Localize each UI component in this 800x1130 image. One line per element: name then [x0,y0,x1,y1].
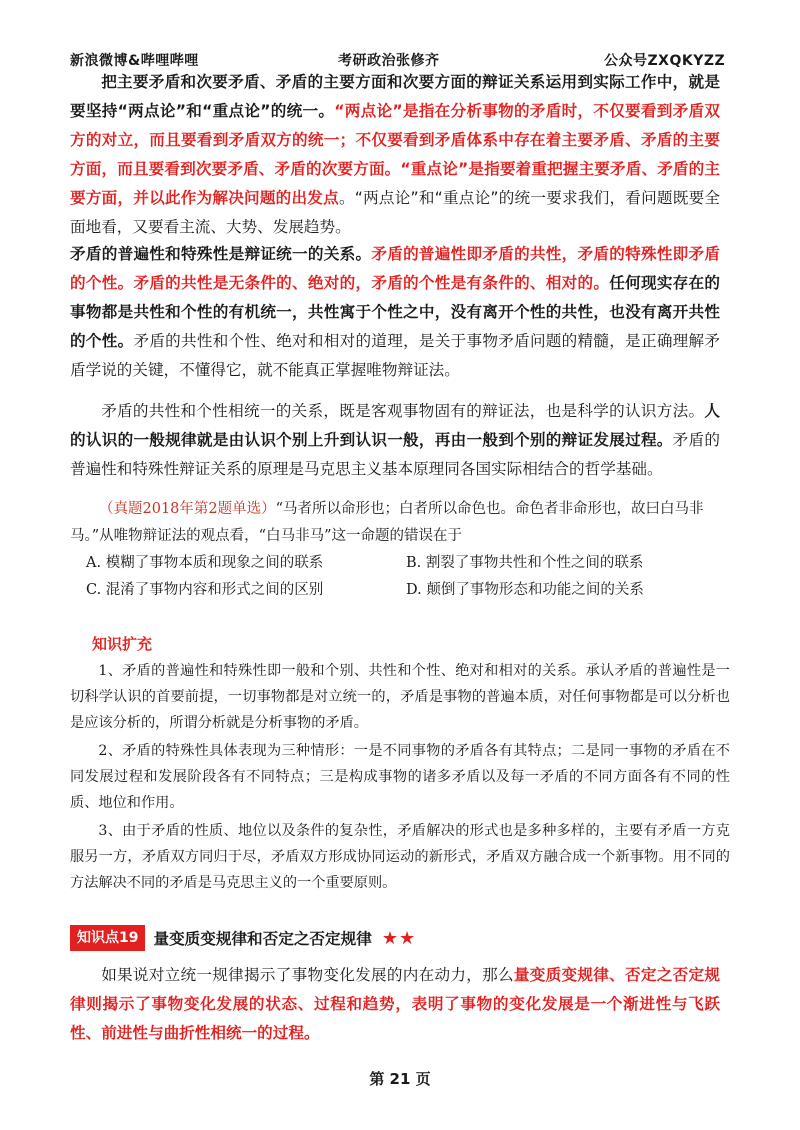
option-b: B. 割裂了事物共性和个性之间的联系 [406,555,644,571]
header-wechat-account: 公众号ZXQKYZZ [604,53,726,69]
header-author: 考研政治张修齐 [338,53,440,69]
option-c: C. 混淆了事物内容和形式之间的区别 [86,582,324,598]
paragraph-universality-particularity [70,240,720,385]
knowledge-point-badge: 知识点19 [70,925,145,951]
knowledge-point-title: 量变质变规律和否定之否定规律 [153,930,372,948]
paragraph-sentence: 矛盾的共性和个性相统一的关系，既是客观事物固有的辩证法，也是科学的认识方法。 [101,402,705,420]
paragraph-sentence: 矛盾的普遍性和特殊性是辩证统一的关系。 [70,245,372,263]
extension-item-1: 1、矛盾的普遍性和特殊性即一般和个别、共性和个性、绝对和相对的关系。承认矛盾的普遍性是一切科学认识的首要前提，一切事物都是对立统一的，矛盾是事物的普遍本质，对任何事物都是可以分析也是应该分析的，所谓分析就是分析事物的矛盾。 [70,663,730,731]
importance-stars-icon: ★★ [381,927,417,949]
exam-source-label: （真题2018年第2题单选） [99,501,276,517]
paragraph-unity-of-commonness-individuality [70,397,720,484]
paragraph-quantitative-qualitative-change [70,961,720,1048]
knowledge-point-heading [70,925,416,951]
paragraph-sentence: 任何现实存在的事物都是共性和个性的有机统一，共性寓于个性之中，没有离开个性的共性，也没有离开共性的个性。 [70,274,720,350]
paragraph-sentence: 。“两点论”和“重点论”的统一要求我们，看问题既要全面地看，又要看主流、大势、发展趋势。 [70,189,720,236]
exam-question [70,496,730,550]
highlight-sentence: “两点论”是指在分析事物的矛盾时，不仅要看到矛盾双方的对立，而且要看到矛盾双方的统一；不仅要看到矛盾体系中存在着主要矛盾、矛盾的主要方面，而且要看到次要矛盾、矛盾的次要方面。“重点论”是指要着重把握主要矛盾、矛盾的主要方面，并以此作为解决问题的出发点 [70,102,720,207]
paragraph-sentence: 如果说对立统一规律揭示了事物变化发展的内在动力，那么 [101,966,514,984]
paragraph-sentence: 把主要矛盾和次要矛盾、矛盾的主要方面和次要方面的辩证关系运用到实际工作中，就是要坚持“两点论”和“重点论”的统一。 [70,73,720,120]
extension-item-3: 3、由于矛盾的性质、地位以及条件的复杂性，矛盾解决的形式也是多种多样的，主要有矛盾一方克服另一方，矛盾双方同归于尽，矛盾双方形成协同运动的新形式，矛盾双方融合成一个新事物。用不同的方法解决不同的矛盾是马克思主义的一个重要原则。 [70,823,730,891]
exam-question-text: “马者所以命形也；白者所以命色也。命色者非命形也，故曰白马非马。”从唯物辩证法的观点看，“白马非马”这一命题的错误在于 [70,501,704,544]
highlight-sentence: 量变质变规律、否定之否定规律则揭示了事物变化发展的状态、过程和趋势，表明了事物的变化发展是一个渐进性与飞跃性、前进性与曲折性相统一的过程。 [70,966,720,1042]
page-number: 第 21 页 [369,1070,431,1088]
option-d: D. 颠倒了事物形态和功能之间的关系 [406,582,644,598]
highlight-sentence: 矛盾的普遍性即矛盾的共性，矛盾的特殊性即矛盾的个性。矛盾的共性是无条件的、绝对的，矛盾的个性是有条件的、相对的。 [70,245,720,292]
paragraph-two-point-theory [70,68,720,242]
knowledge-extension-title: 知识扩充 [92,635,153,653]
paragraph-sentence: 矛盾的普遍性和特殊性辩证关系的原理是马克思主义基本原理同各国实际相结合的哲学基础。 [70,431,720,478]
paragraph-sentence: 矛盾的共性和个性、绝对和相对的道理，是关于事物矛盾问题的精髓，是正确理解矛盾学说的关键，不懂得它，就不能真正掌握唯物辩证法。 [70,332,720,379]
paragraph-sentence: 人的认识的一般规律就是由认识个别上升到认识一般，再由一般到个别的辩证发展过程。 [70,402,720,449]
option-a: A. 模糊了事物本质和现象之间的联系 [86,555,324,571]
extension-item-2: 2、矛盾的特殊性具体表现为三种情形：一是不同事物的矛盾各有其特点；二是同一事物的矛盾在不同发展过程和发展阶段各有不同特点；三是构成事物的诸多矛盾以及每一矛盾的不同方面各有不同的性质、地位和作用。 [70,743,730,811]
header-weibo-bilibili: 新浪微博&哔哩哔哩 [70,53,199,69]
